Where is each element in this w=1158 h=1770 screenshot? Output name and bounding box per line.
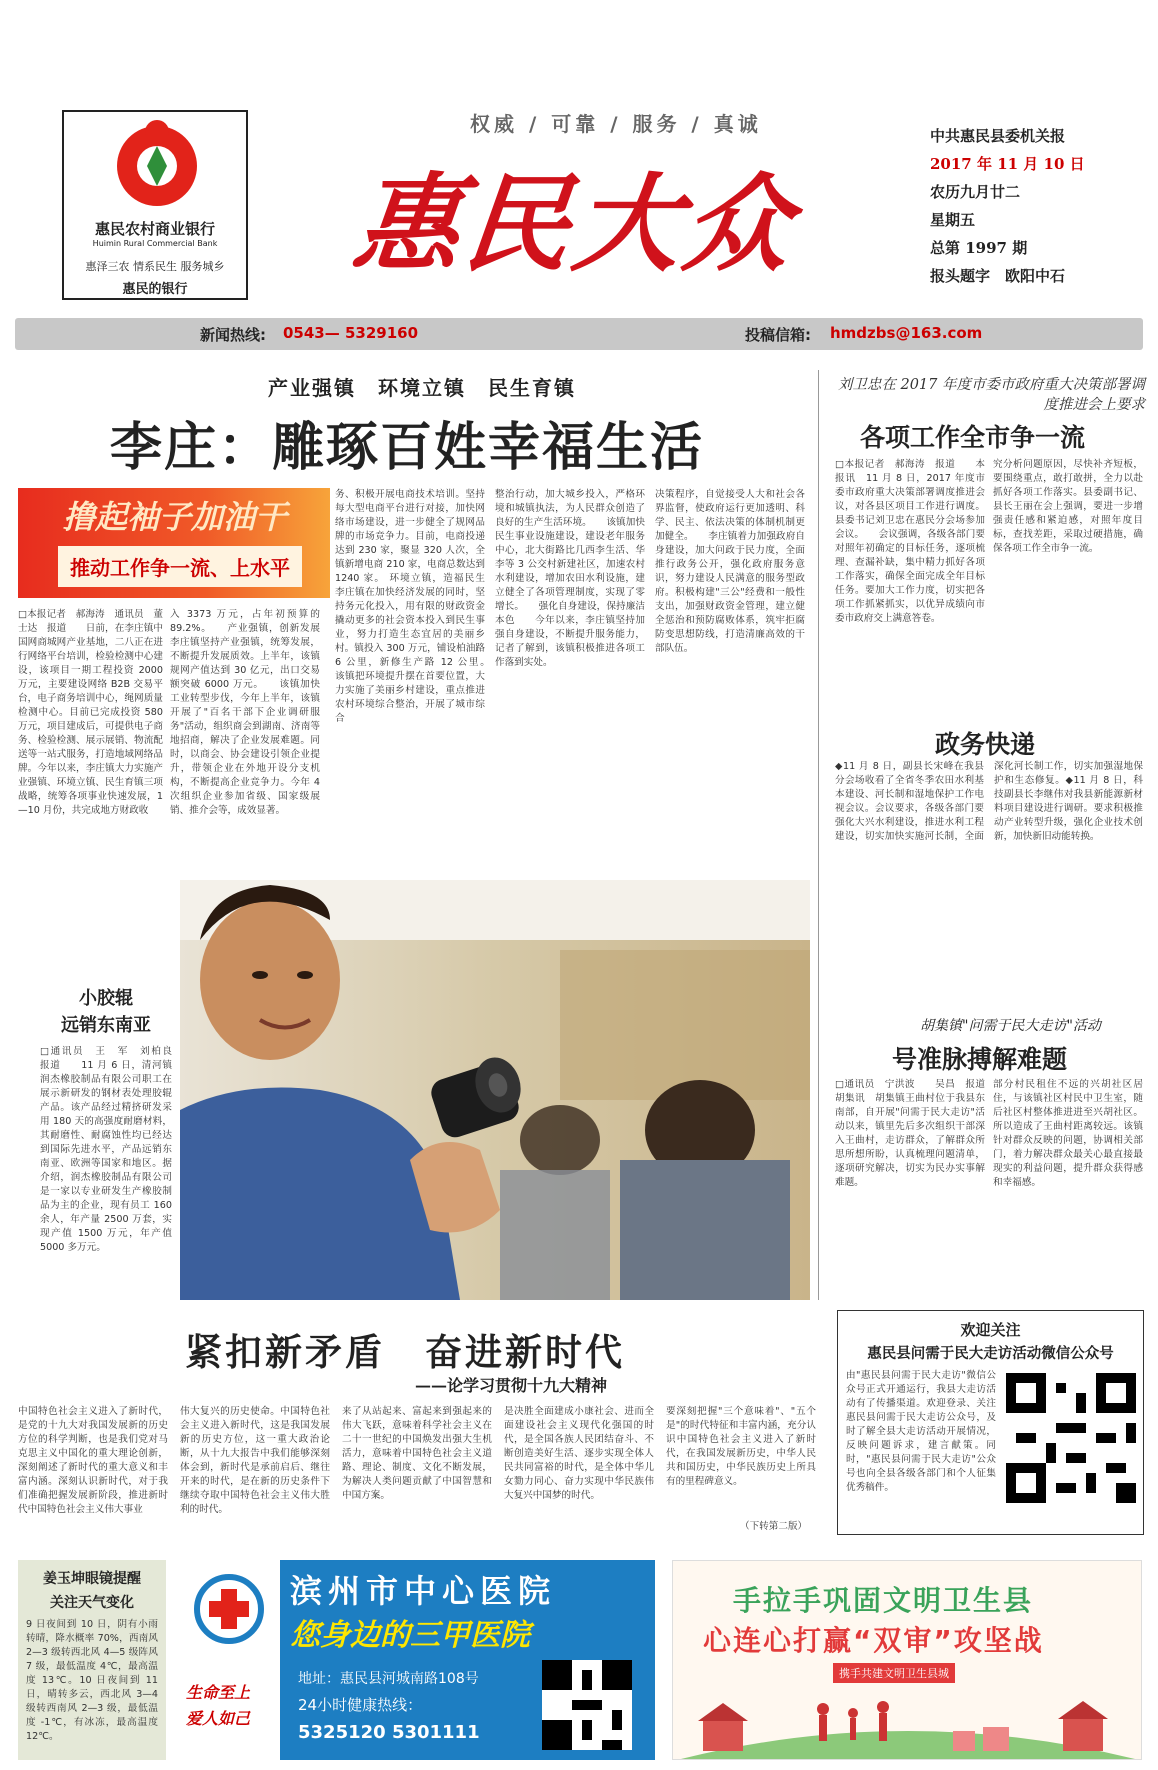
hospital-ad — [180, 1560, 655, 1760]
hospital-qr-icon[interactable] — [542, 1660, 632, 1750]
weather-ad-title-1: 姜玉坤眼镜提醒 — [43, 1571, 141, 1587]
right-story3-col1: □通讯员 宁洪波 吴昌 报道 胡集讯 胡集镇王曲村位于我县东南部，自开展"问需于民大走访"活动以来，镇里先后多次组织干部深入王曲村，走访群众，了解群众所思所想所盼，认真梳理问题清单，逐项研究解决，切实为民办实事解难题。 — [835, 1079, 985, 1188]
issue-date: 2017 年 11 月 10 日 — [930, 155, 1085, 173]
lower-col-3: 来了从站起来、富起来到强起来的伟大飞跃，意味着科学社会主义在二十一世纪的中国焕发出强大生机活力，意味着中国特色社会主义道路、理论、制度、文化不断发展，为解决人类问题贡献了中国智慧和中国方案。 — [342, 1406, 492, 1501]
lead-col-4: 整治行动，加大城乡投入，严格环境和城镇执法，为人民群众创造了良好的生产生活环境。 该镇加快民生事业设施建设，建设老年服务中心，北大街路比几西李生活、华李等 3 公交村新建社区，加速农村水利建设，增加农田水利设施，建立健全了各项管理制度，实现了零增长。 强化自身建设，保持廉洁本色 今年以来，李庄镇坚持加强自身建设，不断提升服务能力，记者了解到，该镇积极推进各项工作落到实处。 — [495, 489, 645, 668]
hospital-name: 滨州市中心医院 — [290, 1572, 557, 1610]
right-story3-col2: 部分村民租住不远的兴胡社区居住，与该镇社区村民中卫生室，随后社区村整体推进进至兴胡社区。所以造成了王曲村距离较远。该镇针对群众反映的问题，协调相关部门，着力解决群众最关心最直接最现实的利益问题，提升群众获得感和幸福感。 — [993, 1079, 1143, 1188]
lead-col-5: 决策程序，自觉接受人大和社会各界监督，使政府运行更加透明、科学、民主、依法决策的体制机制更加健全。 李庄镇着力加强政府自身建设，加大问政于民力度，全面推行政务公开，强化政府服务意识，努力建设人民满意的服务型政府。积极构建"三公"经费和一般性支出，加强财政资金管理，建立健全惩治和预防腐败体系，筑牢拒腐防变思想防线，打造清廉高效的干部队伍。 — [655, 489, 805, 654]
bank-slogan: 惠泽三农 情系民生 服务城乡 — [85, 260, 225, 273]
organ-name: 中共惠民县委机关报 — [930, 127, 1066, 145]
qr-code-icon[interactable] — [1006, 1373, 1136, 1503]
photo-caption-title-1: 小胶辊 — [79, 988, 133, 1009]
email-label: 投稿信箱: — [745, 326, 811, 344]
lower-headline: 紧扣新矛盾 奋进新时代 — [185, 1330, 625, 1374]
lunar-date: 农历九月廿二 — [930, 183, 1021, 201]
lead-col-1-top: 务、积极开展电商技术培训。坚持每大型电商平台进行对接，加快网络市场建设，进一步健全了规网品牌的市场竞争力。目前，电商投递达到 230 家，聚显 320 人次，全镇新增电商 210 家，电商总数达到 1240 家。 — [335, 489, 485, 584]
lead-col-3 — [335, 488, 485, 868]
qr-promo-text: 由"惠民县问需于民大走访"微信公众号正式开通运行，我县大走访活动有了传播渠道。欢迎登录、关注惠民县问需于民大走访公众号，及时了解全县大走访活动开展情况，反映问题诉求，建言献策。同时，"惠民县问需于民大走访"公众号也向全县各级各部门和个人征集优秀稿件。 — [846, 1370, 996, 1493]
lead-col-3-text: 环境立镇，造福民生 李庄镇在加快经济发展的同时，坚持务元化投入，用有限的财政资金撬动更多的社会资本投入到民生事业，努力打造生态宜居的美丽乡村。镇投入 300 万元，铺设柏油路 6 公里，新修生产路 12 公里。 该镇把环境提升摆在首要位置，大力实施了美丽乡村建设，重点推进农村环境综合整治，开展了城市综合 — [335, 573, 485, 724]
news-hotline-label: 新闻热线: — [200, 326, 266, 344]
calligraphy-credit: 报头题字 欧阳中石 — [930, 267, 1066, 285]
lower-col-1: 中国特色社会主义进入了新时代，是党的十九大对我国发展新的历史方位的科学判断，也是我们党对马克思主义中国化的重大理论创新，深刻阐述了新时代的重大意义和丰富内涵。深刻认识新时代，对于我们准确把握发展新阶段，推进新时代中国特色社会主义伟大事业 — [18, 1406, 168, 1515]
news-photo — [180, 880, 810, 1300]
weather-ad — [18, 1560, 166, 1760]
hospital-cross-icon — [194, 1574, 264, 1644]
hospital-motto — [186, 1680, 250, 1732]
right-story1-headline: 各项工作全市争一流 — [860, 423, 1086, 452]
lower-col-4: 是决胜全面建成小康社会、进而全面建设社会主义现代化强国的时代，是全国各族人民团结奋斗、不断创造美好生活、逐步实现全体人民共同富裕的时代，是全体中华儿女勠力同心、奋力实现中华民族伟大复兴中国梦的时代。 — [504, 1406, 654, 1501]
email-address[interactable]: hmdzbs@163.com — [830, 324, 983, 342]
lead-banner — [18, 488, 330, 598]
masthead-motto: 权威 / 可靠 / 服务 / 真诚 — [470, 112, 762, 136]
hospital-motto-1: 生命至上 — [186, 1683, 251, 1702]
civic-ad — [672, 1560, 1142, 1760]
photo-caption-text: □通讯员 王 军 刘柏良 报道 11 月 6 日，清河镇润杰橡胶制品有限公司职工在展示新研发的钢材表处理胶辊产品。该产品经过精挤研发采用 180 天的高强度耐磨材料，其耐磨性、耐腐蚀性均已经达到国际先进水平，产品远销东南亚、欧洲等国家和地区。据介绍，润杰橡胶制品有限公司是一家以专业研发生产橡胶制品为主的企业，现有员工 160 余人，年产量 2500 万套，实现产值 1500 万元，年产值 5000 多万元。 — [40, 1046, 172, 1253]
bank-slogan-2: 惠民的银行 — [122, 282, 188, 297]
lower-col-5: 要深刻把握"三个意味着"、"五个是"的时代特征和丰富内涵，充分认识中国特色社会主义进入了新时代，在我国发展新历史，中华人民共和国历史，中华民族历史上所具有的里程碑意义。 — [666, 1406, 816, 1487]
column-divider — [818, 370, 819, 1300]
lower-subhead: ——论学习贯彻十九大精神 — [415, 1376, 608, 1395]
continued-note: （下转第二版） — [740, 1521, 808, 1532]
photo-caption-title — [40, 985, 172, 1039]
news-photo-illustration — [180, 880, 810, 1300]
civic-ad-line-2: 心连心打赢“双审”攻坚战 — [703, 1624, 1044, 1657]
family-illustration-icon — [673, 1681, 1142, 1760]
hospital-motto-2: 爱人如己 — [186, 1709, 251, 1728]
qr-promo-box — [837, 1310, 1144, 1535]
hospital-logo-panel — [180, 1560, 280, 1760]
hospital-info-panel — [280, 1560, 655, 1760]
weather-ad-title-2: 关注天气变化 — [50, 1595, 134, 1611]
right-story3-kicker: 胡集镇"问需于民大走访"活动 — [920, 1018, 1101, 1034]
weekday: 星期五 — [930, 211, 976, 229]
bank-logo-icon — [109, 118, 205, 214]
bank-logo-ad — [62, 110, 248, 300]
qr-promo-title-2: 惠民县问需于民大走访活动微信公众号 — [867, 1345, 1114, 1362]
lead-col-2: 入 3373 万元，占年初预算的 89.2%。 产业强镇，创新发展 李庄镇坚持产业强镇，统筹发展，不断提升发展质效。上半年，该镇规网产值达到 30 亿元，出口交易额突破 6000 万元。 该镇加快工业转型步伐，今年上半年，该镇开展了"百名干部下企业调研服务"活动，组织商会到湖南、济南等地招商，解决了企业发展难题。同时，以商会、协会建设引领企业提升，带领企业在外地开设分支机构，不断提高企业竞争力。今年 4 次组织企业参加省级、国家级展销、推介会等，成效显著。 — [170, 609, 320, 816]
banner-line-2: 推动工作争一流、上水平 — [58, 546, 302, 587]
bank-name-en: Huimin Rural Commercial Bank — [92, 239, 218, 248]
banner-line-1: 撸起袖子加油干 — [63, 498, 288, 536]
hotline-bar — [15, 318, 1143, 350]
lower-col-2: 伟大复兴的历史使命。中国特色社会主义进入新时代，这是我国发展新的历史方位，这一重大政治论断，从十九大报告中我们能够深刻体会到，新时代是承前启后、继往开来的时代，是在新的历史条件下继续夺取中国特色社会主义伟大胜利的时代。 — [180, 1406, 330, 1515]
hospital-hotline-label: 24小时健康热线： — [298, 1696, 423, 1714]
hospital-address: 地址：惠民县河城南路108号 — [298, 1671, 479, 1687]
right-story2-text: ◆11 月 8 日，副县长宋峰在我县分会场收看了全省冬季农田水利基本建设、河长制和湿地保护工作电视会议。会议要求，各级各部门要强化大兴水利建设，推进水利工程建设，切实加快实施河长制，全面深化河长制工作，切实加强湿地保护和生态修复。◆11 月 8 日，科技副县长李继伟对我县新能源新材料项目建设进行调研。要求积极推动产业转型升级，强化企业技术创新，加快新旧动能转换。 — [835, 761, 1143, 842]
weather-ad-text: 9 日夜间到 10 日，阴有小雨转晴，降水概率 70%，西南风 2—3 级转西北风 4—5 级阵风 7 级，最低温度 4℃，最高温度 13℃。10 日夜间到 11 日，晴转多云，西北风 3—4 级转西南风 2—3 级，最低温度 -1℃，有冰冻，最高温度 12℃。 — [26, 1619, 158, 1742]
news-hotline-number: 0543— 5329160 — [283, 324, 419, 342]
lead-kicker: 产业强镇 环境立镇 民生育镇 — [268, 376, 576, 400]
civic-ad-tag: 携手共建文明卫生县城 — [833, 1663, 955, 1683]
right-story1-kicker: 刘卫忠在 2017 年度市委市政府重大决策部署调度推进会上要求 — [837, 377, 1145, 413]
bank-name-cn: 惠民农村商业银行 — [94, 220, 215, 238]
right-story2-headline: 政务快递 — [935, 730, 1036, 759]
lead-col-1: □本报记者 郝海涛 通讯员 董士达 报道 日前，在李庄镇中国网商城网产业基地，二八正在进行网络平台培训，检验检测中心建设，该项目一期工程投资 2000 万元，主要建设网络 B2B 交易平台，电子商务培训中心，绳网质量检测中心。目前已完成投资 580 万元，项目建成后，可提供电子商务、检验检测、展示展销、物流配送等一站式服务，打造地域网络品牌。今年以来，李庄镇大力实施产业强镇、环境立镇、民生育镇三项战略，统筹各项事业快速发展，1—10 月份，共完成地方财政收 — [18, 609, 163, 816]
lead-headline: 李庄：雕琢百姓幸福生活 — [110, 418, 705, 478]
photo-caption-title-2: 远销东南亚 — [61, 1015, 151, 1036]
right-story1-col1: □本报记者 郝海涛 报道 本报讯 11 月 8 日，2017 年度市委市政府重大决策部署调度推进会议，对各县区项目工作进行调度。县委书记刘卫忠在惠民分会场参加会议。 会议强调，各级各部门要对照年初确定的目标任务，逐项梳理、查漏补缺，集中精力抓好各项工作落实，确保全面完成全年目标任务。要加大工作力度，切实把各项工作抓紧抓实，以优异成绩向市委市政府交上满意答卷。 — [835, 459, 985, 624]
qr-promo-title-1: 欢迎关注 — [960, 1321, 1021, 1339]
right-story3-headline: 号准脉搏解难题 — [892, 1045, 1068, 1074]
civic-ad-line-1: 手拉手巩固文明卫生县 — [733, 1584, 1034, 1617]
right-story1-col2: 究分析问题原因，尽快补齐短板，要围绕重点，敢打敢拼，全力以赴抓好各项工作落实。县委副书记、县长王丽在会上强调，要进一步增强责任感和紧迫感，对照年度目标，查找差距，采取过硬措施，确保各项工作全市争一流。 — [993, 459, 1143, 554]
issue-number: 总第 1997 期 — [930, 239, 1028, 257]
hospital-phones[interactable]: 5325120 5301111 — [298, 1722, 480, 1743]
hospital-slogan: 您身边的三甲医院 — [290, 1618, 530, 1653]
issue-info — [930, 122, 1130, 290]
masthead-title: 惠民大众 — [347, 161, 801, 286]
